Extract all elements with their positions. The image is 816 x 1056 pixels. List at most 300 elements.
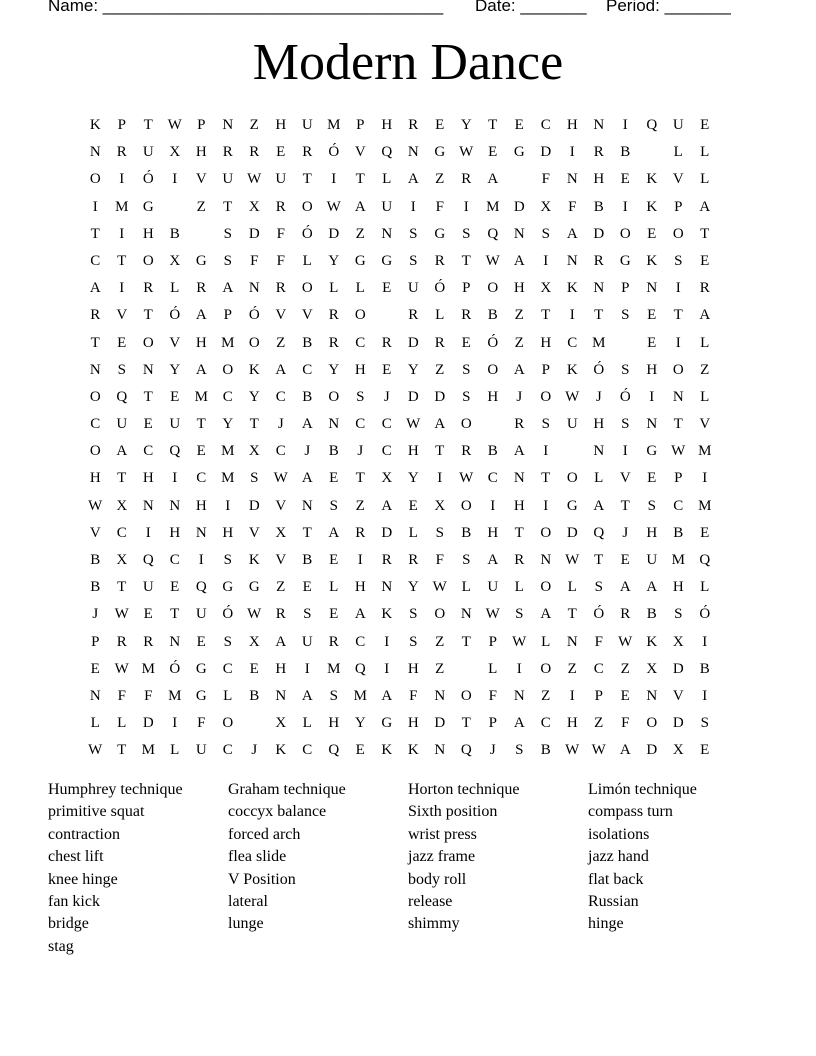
- grid-letter: D: [513, 198, 525, 215]
- grid-letter: N: [646, 687, 658, 704]
- grid-letter: L: [302, 252, 312, 269]
- page-title: Modern Dance: [252, 34, 564, 91]
- grid-letter: K: [566, 280, 578, 297]
- grid-letter: N: [248, 280, 260, 297]
- grid-letter: I: [172, 715, 178, 732]
- grid-letter: M: [221, 470, 235, 487]
- grid-letter: H: [354, 579, 366, 596]
- grid-letter: L: [355, 280, 365, 297]
- grid-letter: U: [195, 742, 207, 759]
- grid-letter: I: [702, 633, 708, 650]
- name-field[interactable]: Name: ____________________________________: [48, 0, 444, 15]
- grid-letter: A: [301, 470, 313, 487]
- grid-letter: D: [142, 715, 154, 732]
- grid-letter: L: [329, 280, 339, 297]
- grid-letter: Q: [593, 524, 605, 541]
- grid-letter: S: [223, 252, 232, 269]
- grid-letter: A: [328, 524, 340, 541]
- grid-letter: Z: [514, 334, 524, 351]
- grid-letter: C: [116, 524, 127, 541]
- grid-letter: O: [566, 470, 578, 487]
- grid-letter: D: [381, 524, 393, 541]
- grid-letter: T: [223, 198, 233, 215]
- grid-letter: I: [225, 497, 231, 514]
- grid-letter: L: [302, 715, 312, 732]
- grid-letter: N: [593, 117, 605, 133]
- grid-letter: C: [540, 117, 551, 133]
- grid-letter: E: [329, 470, 339, 487]
- grid-letter: G: [646, 443, 658, 460]
- grid-letter: U: [275, 171, 287, 188]
- grid-letter: G: [619, 252, 631, 269]
- grid-letter: H: [540, 334, 552, 351]
- grid-letter: J: [277, 416, 284, 433]
- grid-letter: C: [355, 633, 366, 650]
- grid-letter: X: [116, 552, 128, 568]
- grid-letter: F: [276, 252, 285, 269]
- grid-letter: T: [143, 388, 153, 405]
- grid-letter: H: [89, 470, 101, 487]
- grid-row: [82, 520, 718, 547]
- grid-letter: D: [593, 225, 605, 242]
- grid-letter: V: [275, 497, 287, 514]
- grid-letter: I: [331, 171, 337, 188]
- grid-letter: S: [541, 416, 550, 433]
- grid-row: [82, 194, 718, 221]
- grid-letter: V: [169, 334, 181, 351]
- grid-letter: K: [381, 742, 393, 759]
- grid-letter: A: [434, 416, 446, 433]
- grid-row: [82, 248, 718, 275]
- grid-letter: W: [485, 252, 500, 269]
- grid-letter: B: [540, 742, 551, 759]
- grid-letter: N: [513, 470, 525, 487]
- grid-letter: N: [434, 742, 446, 759]
- grid-letter: S: [435, 524, 444, 541]
- grid-letter: Y: [407, 470, 419, 487]
- grid-letter: S: [462, 552, 471, 568]
- grid-row: [82, 629, 718, 656]
- grid-letter: B: [673, 524, 684, 541]
- grid-letter: E: [355, 742, 365, 759]
- grid-letter: R: [328, 334, 339, 351]
- grid-letter: D: [566, 524, 578, 541]
- grid-letter: C: [275, 388, 286, 405]
- grid-letter: W: [114, 660, 129, 677]
- grid-letter: N: [566, 252, 578, 269]
- grid-letter: N: [593, 280, 605, 297]
- grid-letter: M: [221, 443, 235, 460]
- grid-letter: T: [673, 307, 683, 324]
- grid-letter: W: [88, 742, 103, 759]
- grid-letter: T: [514, 524, 524, 541]
- grid-letter: O: [540, 524, 552, 541]
- grid-letter: I: [516, 660, 522, 677]
- grid-letter: I: [384, 660, 390, 677]
- grid-letter: Q: [699, 552, 711, 568]
- grid-letter: H: [407, 660, 419, 677]
- grid-letter: P: [356, 117, 365, 133]
- grid-letter: C: [381, 416, 392, 433]
- grid-letter: R: [699, 280, 710, 297]
- grid-letter: R: [408, 552, 419, 568]
- grid-letter: H: [195, 144, 207, 161]
- grid-letter: T: [117, 252, 127, 269]
- grid-letter: A: [301, 416, 313, 433]
- grid-letter: C: [302, 742, 313, 759]
- grid-letter: P: [594, 687, 603, 704]
- grid-letter: O: [142, 334, 154, 351]
- grid-letter: U: [195, 606, 207, 623]
- grid-letter: N: [407, 144, 419, 161]
- grid-letter: P: [488, 715, 497, 732]
- grid-letter: K: [646, 171, 658, 188]
- grid-row: [82, 112, 718, 139]
- grid-letter: H: [275, 660, 287, 677]
- grid-letter: R: [593, 144, 604, 161]
- grid-letter: X: [116, 497, 128, 514]
- grid-letter: R: [514, 416, 525, 433]
- grid-letter: Z: [514, 307, 524, 324]
- grid-letter: H: [169, 524, 181, 541]
- grid-letter: A: [381, 687, 393, 704]
- grid-letter: B: [646, 606, 657, 623]
- grid-letter: X: [275, 524, 287, 541]
- grid-letter: R: [328, 633, 339, 650]
- grid-letter: L: [700, 579, 710, 596]
- grid-letter: G: [566, 497, 578, 514]
- grid-letter: X: [169, 252, 181, 269]
- grid-letter: S: [674, 606, 683, 623]
- grid-letter: H: [487, 388, 499, 405]
- grid-letter: K: [566, 361, 578, 378]
- grid-letter: A: [195, 307, 207, 324]
- grid-letter: Y: [169, 361, 181, 378]
- grid-letter: A: [407, 171, 419, 188]
- word-bank: [48, 779, 768, 958]
- word-item: forced arch: [228, 825, 301, 843]
- grid-letter: E: [700, 742, 710, 759]
- grid-letter: Y: [407, 579, 419, 596]
- grid-letter: X: [646, 660, 658, 677]
- grid-letter: L: [514, 579, 524, 596]
- grid-letter: S: [462, 225, 471, 242]
- grid-letter: G: [354, 252, 366, 269]
- grid-letter: B: [302, 334, 313, 351]
- grid-letter: R: [514, 552, 525, 568]
- grid-letter: W: [432, 579, 447, 596]
- word-column: [408, 779, 588, 958]
- word-item: wrist press: [408, 825, 477, 843]
- grid-letter: V: [619, 470, 631, 487]
- grid-letter: V: [195, 171, 207, 188]
- grid-letter: L: [541, 633, 551, 650]
- grid-letter: P: [621, 280, 630, 297]
- grid-letter: N: [195, 524, 207, 541]
- grid-letter: A: [195, 361, 207, 378]
- grid-letter: N: [89, 687, 101, 704]
- grid-letter: D: [248, 497, 260, 514]
- grid-letter: I: [172, 470, 178, 487]
- grid-letter: Q: [116, 388, 128, 405]
- grid-letter: M: [698, 497, 712, 514]
- grid-letter: V: [275, 552, 287, 568]
- grid-letter: F: [250, 252, 259, 269]
- grid-letter: A: [619, 742, 631, 759]
- grid-letter: E: [647, 225, 657, 242]
- grid-letter: E: [276, 144, 286, 161]
- grid-letter: H: [593, 416, 605, 433]
- grid-letter: E: [249, 660, 259, 677]
- grid-letter: I: [622, 117, 628, 133]
- grid-letter: R: [434, 252, 445, 269]
- grid-letter: P: [488, 633, 497, 650]
- grid-letter: Z: [435, 633, 445, 650]
- grid-letter: F: [568, 198, 577, 215]
- grid-letter: M: [353, 687, 367, 704]
- grid-letter: Ó: [142, 171, 154, 188]
- grid-letter: E: [408, 497, 418, 514]
- grid-row: [82, 710, 718, 737]
- grid-letter: B: [249, 687, 260, 704]
- grid-letter: G: [434, 144, 446, 161]
- grid-letter: W: [326, 198, 341, 215]
- grid-letter: Z: [355, 497, 365, 514]
- grid-letter: S: [594, 579, 603, 596]
- grid-letter: N: [646, 416, 658, 433]
- grid-letter: D: [407, 334, 419, 351]
- grid-letter: G: [513, 144, 525, 161]
- word-item: Graham technique: [228, 781, 346, 798]
- grid-letter: A: [646, 579, 658, 596]
- grid-letter: A: [301, 687, 313, 704]
- grid-letter: N: [513, 225, 525, 242]
- grid-letter: A: [354, 606, 366, 623]
- grid-letter: B: [620, 144, 631, 161]
- grid-letter: H: [407, 443, 419, 460]
- grid-row: [82, 357, 718, 384]
- grid-letter: T: [90, 334, 100, 351]
- grid-letter: W: [406, 416, 421, 433]
- grid-letter: A: [275, 633, 287, 650]
- grid-letter: Q: [142, 552, 154, 568]
- grid-letter: Z: [276, 579, 286, 596]
- grid-letter: C: [222, 742, 233, 759]
- grid-letter: [453, 656, 480, 683]
- grid-letter: S: [356, 388, 365, 405]
- grid-letter: N: [460, 606, 472, 623]
- grid-letter: M: [168, 687, 182, 704]
- grid-letter: S: [700, 715, 709, 732]
- grid-letter: K: [248, 552, 260, 568]
- grid-row: [82, 737, 718, 764]
- grid-letter: R: [222, 144, 233, 161]
- grid-letter: Q: [169, 443, 181, 460]
- grid-letter: O: [222, 361, 234, 378]
- word-item: contraction: [48, 825, 120, 843]
- grid-letter: S: [462, 388, 471, 405]
- grid-letter: L: [700, 334, 710, 351]
- grid-letter: F: [409, 687, 418, 704]
- grid-letter: H: [142, 470, 154, 487]
- grid-letter: F: [117, 687, 126, 704]
- grid-letter: E: [329, 606, 339, 623]
- grid-letter: Z: [435, 361, 445, 378]
- grid-letter: W: [459, 144, 474, 161]
- grid-letter: I: [569, 144, 575, 161]
- grid-letter: T: [143, 117, 153, 133]
- grid-letter: E: [143, 416, 153, 433]
- word-item: V Position: [228, 870, 296, 888]
- grid-letter: O: [540, 660, 552, 677]
- grid-letter: O: [540, 579, 552, 596]
- grid-letter: W: [565, 552, 580, 568]
- grid-letter: G: [222, 579, 234, 596]
- grid-letter: H: [142, 225, 154, 242]
- grid-row: [82, 166, 718, 193]
- grid-letter: R: [275, 280, 286, 297]
- grid-letter: O: [248, 334, 260, 351]
- grid-letter: E: [620, 687, 630, 704]
- grid-letter: F: [144, 687, 153, 704]
- grid-letter: N: [142, 361, 154, 378]
- grid-letter: I: [384, 633, 390, 650]
- grid-letter: A: [487, 552, 499, 568]
- grid-letter: T: [594, 552, 604, 568]
- grid-letter: Z: [435, 171, 445, 188]
- grid-letter: B: [593, 198, 604, 215]
- grid-letter: E: [196, 443, 206, 460]
- grid-letter: C: [90, 252, 101, 269]
- grid-letter: C: [355, 416, 366, 433]
- grid-letter: F: [594, 633, 603, 650]
- grid-letter: I: [463, 198, 469, 215]
- grid-row: [82, 438, 718, 465]
- grid-letter: E: [647, 307, 657, 324]
- grid-letter: O: [222, 715, 234, 732]
- grid-letter: M: [221, 334, 235, 351]
- grid-letter: Z: [355, 225, 365, 242]
- grid-letter: Ó: [593, 606, 605, 623]
- grid-letter: W: [512, 633, 527, 650]
- word-item: bridge: [48, 915, 89, 933]
- grid-letter: C: [169, 552, 180, 568]
- grid-letter: O: [460, 687, 472, 704]
- grid-letter: S: [674, 252, 683, 269]
- grid-letter: V: [275, 307, 287, 324]
- grid-letter: L: [170, 280, 180, 297]
- grid-letter: [639, 139, 666, 166]
- grid-letter: L: [700, 388, 710, 405]
- grid-letter: X: [169, 144, 181, 161]
- word-item: release: [408, 893, 453, 911]
- grid-letter: R: [328, 307, 339, 324]
- grid-letter: M: [486, 198, 500, 215]
- grid-letter: X: [672, 633, 684, 650]
- grid-row: [82, 601, 718, 628]
- grid-letter: P: [674, 470, 683, 487]
- grid-letter: E: [382, 280, 392, 297]
- grid-letter: B: [487, 307, 498, 324]
- date-field[interactable]: Date: _______: [475, 0, 587, 15]
- grid-letter: O: [142, 252, 154, 269]
- word-column: [228, 779, 408, 958]
- grid-letter: Z: [249, 117, 259, 133]
- grid-letter: R: [196, 280, 207, 297]
- grid-letter: B: [169, 225, 180, 242]
- grid-letter: D: [540, 144, 552, 161]
- word-item: knee hinge: [48, 870, 118, 888]
- grid-letter: J: [622, 524, 629, 541]
- grid-letter: B: [90, 579, 101, 596]
- grid-letter: C: [381, 443, 392, 460]
- grid-letter: I: [357, 552, 363, 568]
- grid-letter: C: [302, 361, 313, 378]
- word-item: primitive squat: [48, 803, 145, 821]
- grid-letter: L: [594, 470, 604, 487]
- grid-letter: S: [409, 606, 418, 623]
- grid-letter: P: [541, 361, 550, 378]
- grid-letter: R: [408, 117, 419, 133]
- grid-letter: W: [618, 633, 633, 650]
- grid-letter: S: [621, 307, 630, 324]
- grid-letter: I: [145, 524, 151, 541]
- grid-letter: Q: [328, 742, 340, 759]
- grid-letter: H: [566, 117, 578, 133]
- grid-letter: S: [621, 416, 630, 433]
- grid-letter: N: [381, 579, 393, 596]
- grid-letter: E: [700, 117, 710, 133]
- grid-letter: S: [329, 687, 338, 704]
- grid-letter: W: [88, 497, 103, 514]
- grid-letter: V: [672, 687, 684, 704]
- grid-letter: G: [381, 252, 393, 269]
- grid-letter: S: [541, 225, 550, 242]
- grid-letter: A: [513, 361, 525, 378]
- grid-letter: E: [620, 552, 630, 568]
- grid-letter: K: [407, 742, 419, 759]
- grid-letter: G: [195, 687, 207, 704]
- grid-letter: T: [673, 416, 683, 433]
- grid-letter: E: [170, 388, 180, 405]
- grid-letter: T: [461, 633, 471, 650]
- word-item: Limón technique: [588, 781, 697, 798]
- grid-letter: L: [435, 307, 445, 324]
- grid-letter: N: [89, 361, 101, 378]
- period-field[interactable]: Period: _______: [606, 0, 731, 15]
- grid-letter: Y: [248, 388, 260, 405]
- grid-letter: E: [90, 660, 100, 677]
- grid-letter: Z: [541, 687, 551, 704]
- grid-letter: L: [170, 742, 180, 759]
- grid-letter: S: [462, 361, 471, 378]
- grid-letter: F: [197, 715, 206, 732]
- grid-letter: O: [672, 361, 684, 378]
- grid-letter: T: [594, 307, 604, 324]
- grid-letter: R: [620, 606, 631, 623]
- grid-letter: W: [273, 470, 288, 487]
- grid-letter: E: [700, 252, 710, 269]
- grid-letter: X: [540, 198, 552, 215]
- letter-grid: [82, 112, 718, 765]
- grid-letter: L: [223, 687, 233, 704]
- grid-letter: Ó: [593, 361, 605, 378]
- grid-letter: N: [646, 280, 658, 297]
- grid-letter: T: [117, 742, 127, 759]
- grid-letter: E: [117, 334, 127, 351]
- grid-letter: D: [407, 388, 419, 405]
- grid-letter: F: [435, 198, 444, 215]
